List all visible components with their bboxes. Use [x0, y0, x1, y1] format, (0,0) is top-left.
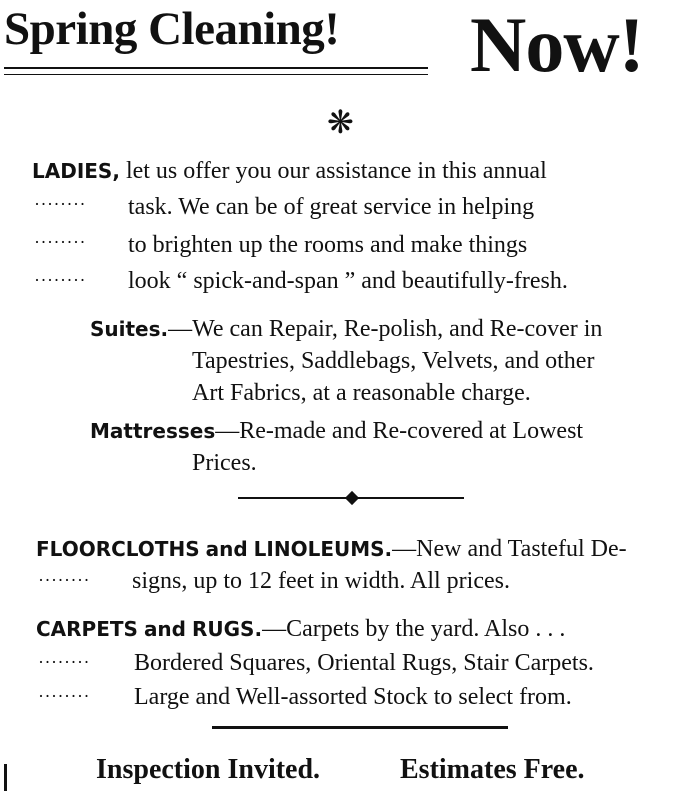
leader-dots: ········: [34, 270, 86, 290]
title-now: Now!: [470, 1, 644, 88]
carpets-lead: CARPETS: [36, 617, 138, 641]
bottom-rule: [212, 726, 508, 729]
leader-dots: ········: [34, 194, 86, 214]
suites-text-2: Tapestries, Saddlebags, Velvets, and other: [192, 348, 595, 374]
rugs-lead: RUGS.: [192, 617, 263, 641]
carpets-and: and: [143, 617, 186, 641]
title-underline-thin: [4, 74, 428, 75]
mattresses-text-2: Prices.: [192, 450, 257, 476]
carpets-text-1: —Carpets by the yard. Also . . .: [262, 616, 566, 642]
carpets-line-1: [36, 614, 565, 644]
footer-inspection: Inspection Invited.: [96, 754, 321, 785]
carpets-text-3: Large and Well-assorted Stock to select from.: [134, 684, 572, 710]
mattresses-text-1: —Re-made and Re-covered at Lowest: [215, 418, 584, 444]
suites-text-3: Art Fabrics, at a reasonable charge.: [192, 380, 531, 406]
mattresses-lead: Mattresses: [90, 419, 216, 443]
suites-line-1: [90, 314, 602, 344]
leader-dots: ········: [38, 686, 90, 706]
floorcloths-text-1: —New and Tasteful De-: [392, 536, 627, 562]
margin-mark: [4, 764, 7, 791]
leader-dots: ········: [38, 652, 90, 672]
ornament-icon: ❋: [327, 103, 354, 141]
intro-text-4: look “ spick-and-span ” and beautifully-fresh.: [128, 268, 568, 294]
intro-text-3: to brighten up the rooms and make things: [128, 232, 528, 258]
diamond-icon: [345, 491, 359, 505]
title-underline: [4, 67, 428, 69]
footer-estimates: Estimates Free.: [400, 754, 585, 785]
intro-line-1: [32, 156, 547, 186]
intro-text-2: task. We can be of great service in helping: [128, 194, 535, 220]
floorcloths-line-1: [36, 534, 627, 564]
linoleums-lead: LINOLEUMS.: [253, 537, 393, 561]
floorcloths-text-2: signs, up to 12 feet in width. All prices.: [132, 568, 510, 594]
leader-dots: ········: [34, 232, 86, 252]
intro-lead: LADIES,: [32, 159, 120, 183]
leader-dots: ········: [38, 570, 90, 590]
intro-text-1: let us offer you our assistance in this annual: [125, 158, 547, 184]
suites-text-1: —We can Repair, Re-polish, and Re-cover in: [168, 316, 603, 342]
suites-lead: Suites.: [90, 317, 169, 341]
carpets-text-2: Bordered Squares, Oriental Rugs, Stair Carpets.: [134, 650, 594, 676]
floorcloths-and: and: [205, 537, 248, 561]
title-spring-cleaning: Spring Cleaning!: [4, 3, 340, 55]
mattresses-line-1: [90, 416, 583, 446]
floorcloths-lead: FLOORCLOTHS: [36, 537, 200, 561]
